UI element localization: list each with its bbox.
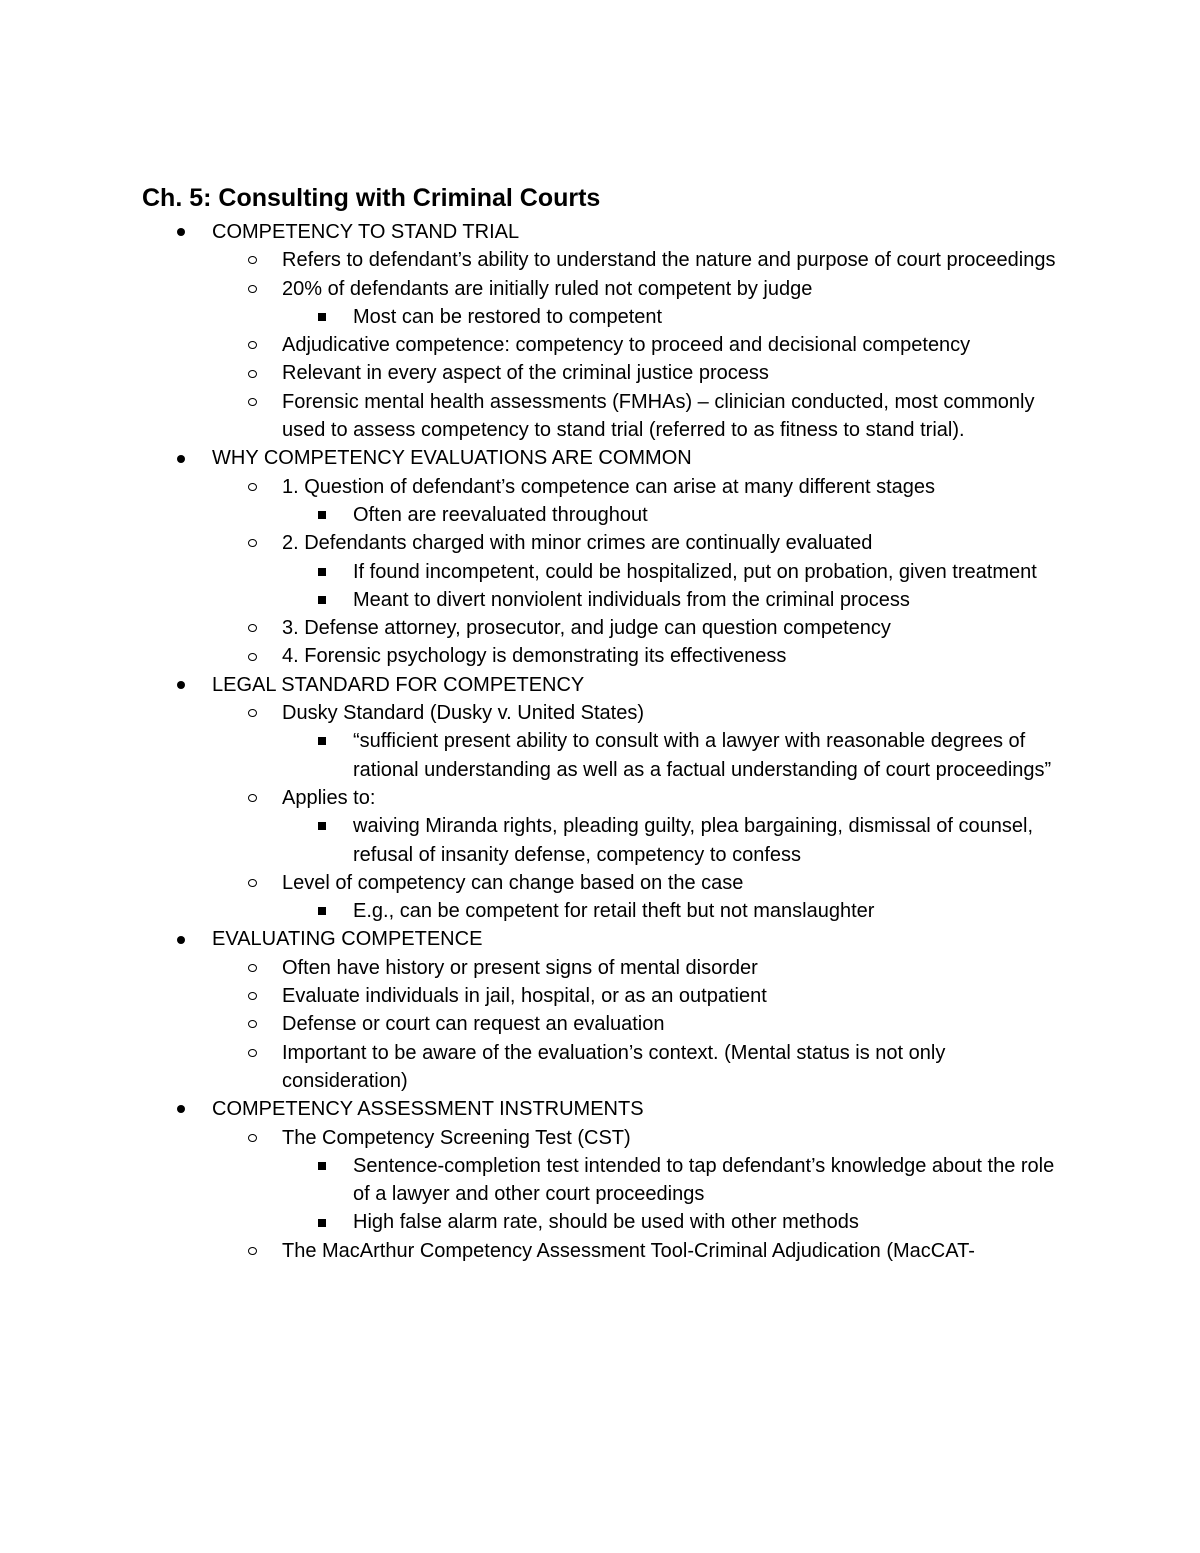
outline-item-text: WHY COMPETENCY EVALUATIONS ARE COMMON	[212, 447, 692, 470]
hollow-circle-bullet-icon	[245, 275, 259, 303]
square-bullet-icon	[315, 897, 329, 925]
outline-item-text: Dusky Standard (Dusky v. United States)	[282, 702, 644, 725]
outline-item-text: 20% of defendants are initially ruled not competent by judge	[282, 277, 813, 300]
outline-item-level-3	[142, 586, 1072, 614]
filled-circle-bullet-icon	[174, 671, 188, 699]
hollow-circle-bullet-icon	[245, 642, 259, 670]
outline-item-level-2	[142, 246, 1072, 274]
outline-item-level-2	[142, 869, 1072, 897]
outline-item-level-3	[142, 558, 1072, 586]
filled-circle-bullet-icon	[174, 218, 188, 246]
outline-item-level-1	[142, 444, 1072, 472]
outline-item-level-2	[142, 614, 1072, 642]
outline-item-text: Evaluate individuals in jail, hospital, or as an outpatient	[282, 985, 767, 1008]
hollow-circle-bullet-icon	[245, 331, 259, 359]
square-bullet-icon	[315, 558, 329, 586]
outline-item-text: EVALUATING COMPETENCE	[212, 928, 483, 951]
square-bullet-icon	[315, 727, 329, 755]
hollow-circle-bullet-icon	[245, 1010, 259, 1038]
document-title: Ch. 5: Consulting with Criminal Courts	[142, 184, 601, 212]
square-bullet-icon	[315, 1152, 329, 1180]
hollow-circle-bullet-icon	[245, 388, 259, 416]
hollow-circle-bullet-icon	[245, 359, 259, 387]
outline-item-text: 2. Defendants charged with minor crimes are continually evaluated	[282, 532, 873, 555]
outline-item-text: Level of competency can change based on the case	[282, 871, 744, 894]
outline-item-text: If found incompetent, could be hospitalized, put on probation, given treatment	[353, 560, 1037, 583]
outline-item-text: waiving Miranda rights, pleading guilty, plea bargaining, dismissal of counsel, refusal of insanity defense, competency to confess	[353, 815, 1033, 866]
square-bullet-icon	[315, 501, 329, 529]
outline-item-text: LEGAL STANDARD FOR COMPETENCY	[212, 673, 585, 696]
outline-item-level-2	[142, 1124, 1072, 1152]
hollow-circle-bullet-icon	[245, 246, 259, 274]
outline-item-text: Applies to:	[282, 786, 376, 809]
outline-item-level-1	[142, 218, 1072, 246]
outline-item-level-2	[142, 954, 1072, 982]
outline-item-text: COMPETENCY TO STAND TRIAL	[212, 221, 520, 243]
outline-item-level-3	[142, 1152, 1072, 1209]
document-page	[142, 178, 1072, 1265]
hollow-circle-bullet-icon	[245, 1039, 259, 1067]
square-bullet-icon	[315, 1208, 329, 1236]
outline-item-level-2	[142, 473, 1072, 501]
hollow-circle-bullet-icon	[245, 784, 259, 812]
hollow-circle-bullet-icon	[245, 529, 259, 557]
square-bullet-icon	[315, 812, 329, 840]
outline-item-text: Often have history or present signs of mental disorder	[282, 956, 758, 979]
outline-item-level-1	[142, 671, 1072, 699]
square-bullet-icon	[315, 303, 329, 331]
outline-item-text: The Competency Screening Test (CST)	[282, 1126, 631, 1149]
hollow-circle-bullet-icon	[245, 869, 259, 897]
outline-item-level-2	[142, 388, 1072, 445]
outline-item-level-1	[142, 1095, 1072, 1123]
hollow-circle-bullet-icon	[245, 954, 259, 982]
outline-item-text: The MacArthur Competency Assessment Tool-Criminal Adjudication (MacCAT-	[282, 1239, 975, 1262]
outline-item-text: “sufficient present ability to consult with a lawyer with reasonable degrees of rational understanding as well as a factual understanding of court proceedings”	[353, 730, 1052, 781]
outline-item-level-2	[142, 1010, 1072, 1038]
outline-item-level-1	[142, 925, 1072, 953]
outline-item-text: Defense or court can request an evaluation	[282, 1013, 665, 1036]
hollow-circle-bullet-icon	[245, 1237, 259, 1265]
outline-item-level-2	[142, 1237, 1072, 1265]
outline-item-level-2	[142, 275, 1072, 303]
hollow-circle-bullet-icon	[245, 473, 259, 501]
outline-item-text: Forensic mental health assessments (FMHAs) – clinician conducted, most commonly used to assess competency to stand trial (referred to as fitness to stand trial).	[282, 390, 1035, 442]
outline-item-text: E.g., can be competent for retail theft but not manslaughter	[353, 900, 875, 923]
outline-item-text: COMPETENCY ASSESSMENT INSTRUMENTS	[212, 1098, 644, 1121]
outline-item-text: Adjudicative competence: competency to proceed and decisional competency	[282, 334, 971, 357]
hollow-circle-bullet-icon	[245, 982, 259, 1010]
outline-item-text: 4. Forensic psychology is demonstrating its effectiveness	[282, 645, 787, 668]
outline-item-level-2	[142, 642, 1072, 670]
outline-item-text: Meant to divert nonviolent individuals from the criminal process	[353, 588, 910, 611]
outline-item-level-2	[142, 699, 1072, 727]
outline-item-text: Relevant in every aspect of the criminal justice process	[282, 362, 769, 385]
outline-item-text: Important to be aware of the evaluation’s context. (Mental status is not only consideration)	[282, 1041, 946, 1092]
outline-item-text: Often are reevaluated throughout	[353, 503, 648, 526]
outline-item-text: Sentence-completion test intended to tap defendant’s knowledge about the role of a lawyer and other court proceedings	[353, 1154, 1055, 1206]
notes-outline	[142, 218, 1072, 1265]
outline-item-level-2	[142, 331, 1072, 359]
outline-item-level-2	[142, 359, 1072, 387]
outline-item-level-2	[142, 1039, 1072, 1096]
filled-circle-bullet-icon	[174, 925, 188, 953]
outline-item-level-2	[142, 784, 1072, 812]
hollow-circle-bullet-icon	[245, 614, 259, 642]
square-bullet-icon	[315, 586, 329, 614]
hollow-circle-bullet-icon	[245, 1124, 259, 1152]
outline-item-level-3	[142, 501, 1072, 529]
filled-circle-bullet-icon	[174, 444, 188, 472]
filled-circle-bullet-icon	[174, 1095, 188, 1123]
outline-item-level-3	[142, 1208, 1072, 1236]
outline-item-level-3	[142, 812, 1072, 869]
outline-item-level-3	[142, 897, 1072, 925]
outline-item-level-2	[142, 982, 1072, 1010]
outline-item-text: Most can be restored to competent	[353, 305, 663, 328]
hollow-circle-bullet-icon	[245, 699, 259, 727]
outline-item-text: High false alarm rate, should be used with other methods	[353, 1211, 859, 1234]
outline-item-level-3	[142, 727, 1072, 784]
outline-item-text: 3. Defense attorney, prosecutor, and judge can question competency	[282, 617, 891, 640]
outline-item-text: 1. Question of defendant’s competence can arise at many different stages	[282, 475, 935, 498]
outline-item-level-3	[142, 303, 1072, 331]
outline-item-text: Refers to defendant’s ability to understand the nature and purpose of court proceedings	[282, 249, 1056, 272]
outline-item-level-2	[142, 529, 1072, 557]
